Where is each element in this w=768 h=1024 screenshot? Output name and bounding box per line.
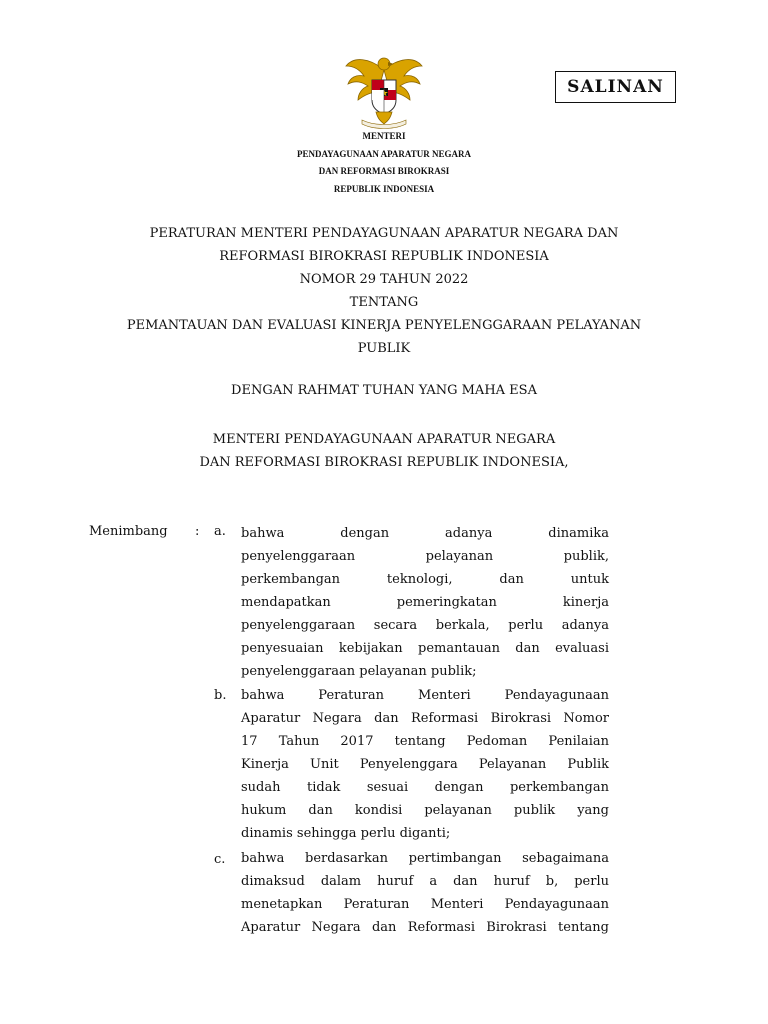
item-line: penyesuaian kebijakan pemantauan dan evaluasi (241, 641, 609, 656)
item-line: menetapkan Peraturan Menteri Pendayagunaan (241, 897, 609, 912)
ministry-line: DAN REFORMASI BIROKRASI (318, 166, 450, 176)
item-line: 17 Tahun 2017 tentang Pedoman Penilaian (241, 734, 609, 749)
item-line: penyelenggaraan pelayanan publik, (241, 549, 609, 564)
item-line: mendapatkan pemeringkatan kinerja (241, 595, 609, 610)
item-letter: b. (214, 688, 227, 703)
ministry-line: REPUBLIK INDONESIA (333, 183, 435, 194)
ministry-line: PENDAYAGUNAAN APARATUR NEGARA (296, 148, 471, 159)
title-line: PERATURAN MENTERI PENDAYAGUNAAN APARATUR NEGARA DAN (149, 226, 619, 241)
item-letter: a. (214, 524, 226, 539)
minister-line: DAN REFORMASI BIROKRASI REPUBLIK INDONESIA, (199, 455, 569, 470)
salinan-stamp (555, 71, 676, 103)
considering-item-b (241, 684, 609, 845)
item-line: dimaksud dalam huruf a dan huruf b, perlu (241, 874, 609, 889)
item-line: Aparatur Negara dan Reformasi Birokrasi tentang (241, 920, 609, 935)
item-line: bahwa Peraturan Menteri Pendayagunaan (241, 688, 609, 703)
minister-heading (60, 428, 708, 474)
title-line: NOMOR 29 TAHUN 2022 (299, 272, 469, 287)
item-line: penyelenggaraan secara berkala, perlu adanya (241, 618, 609, 633)
item-line: penyelenggaraan pelayanan publik; (241, 664, 477, 679)
ministry-line: MENTERI (362, 131, 406, 141)
item-line: sudah tidak sesuai dengan perkembangan (241, 780, 609, 795)
title-line: PEMANTAUAN DAN EVALUASI KINERJA PENYELENGGARAAN PELAYANAN (126, 318, 642, 333)
considering-item-c (241, 847, 609, 939)
item-line: dinamis sehingga perlu diganti; (241, 826, 451, 841)
salinan-stamp-label: SALINAN (567, 77, 664, 97)
considering-colon: : (195, 524, 200, 539)
regulation-title (60, 222, 708, 360)
item-line: Kinerja Unit Penyelenggara Pelayanan Publik (241, 757, 609, 772)
item-line: Aparatur Negara dan Reformasi Birokrasi Nomor (241, 711, 609, 726)
ministry-header (234, 128, 534, 198)
garuda-pancasila-emblem-icon (340, 50, 428, 130)
title-line: TENTANG (349, 295, 419, 310)
item-line: hukum dan kondisi pelayanan publik yang (241, 803, 609, 818)
item-line: perkembangan teknologi, dan untuk (241, 572, 609, 587)
title-line: PUBLIK (357, 341, 411, 356)
considering-item-a (241, 522, 609, 683)
item-line: bahwa berdasarkan pertimbangan sebagaimana (241, 851, 609, 866)
considering-label: Menimbang (89, 524, 168, 539)
item-letter: c. (214, 852, 226, 867)
invocation: DENGAN RAHMAT TUHAN YANG MAHA ESA (231, 383, 537, 398)
item-line: bahwa dengan adanya dinamika (241, 526, 609, 541)
minister-line: MENTERI PENDAYAGUNAAN APARATUR NEGARA (212, 432, 556, 447)
title-line: REFORMASI BIROKRASI REPUBLIK INDONESIA (219, 249, 549, 264)
